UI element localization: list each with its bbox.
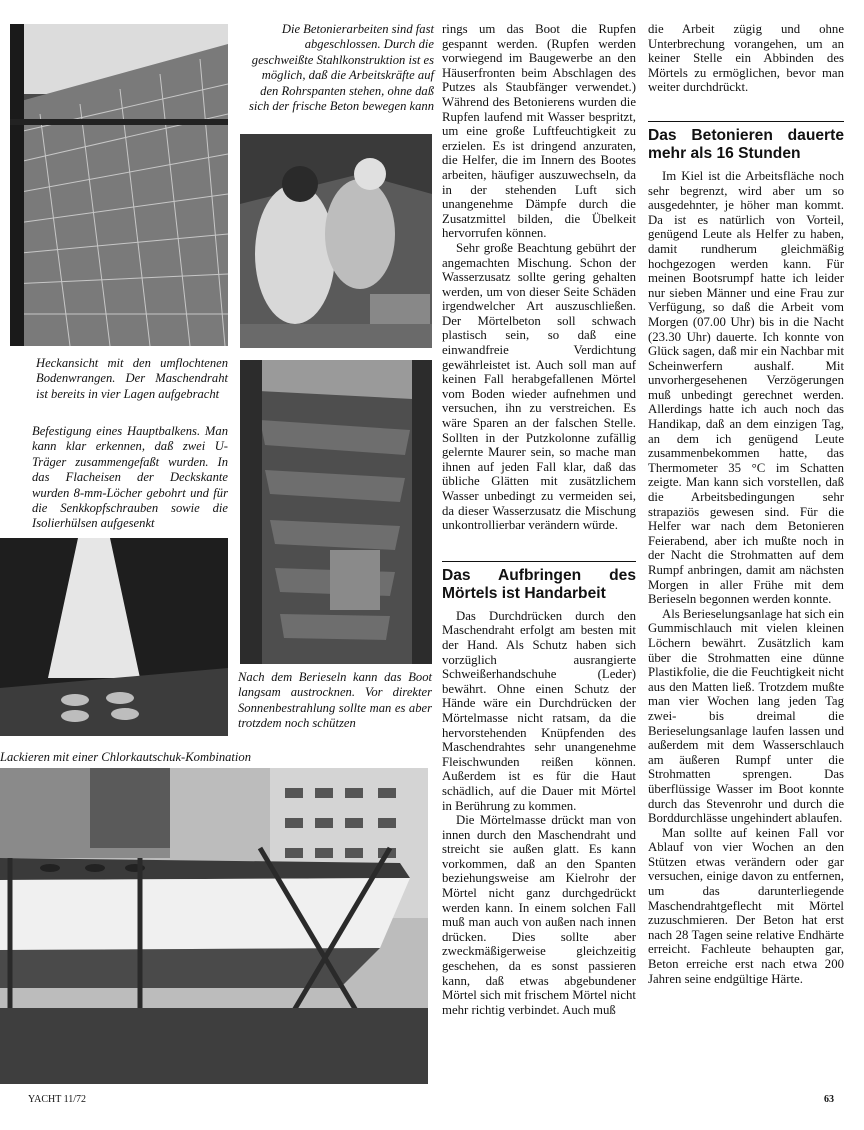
- photo-main-beam: [0, 538, 228, 736]
- footer-page-number: 63: [824, 1094, 834, 1105]
- column1-paragraph-2: Sehr große Beachtung gebührt der angemachten Mischung. Schon der Wasserzusatz sollte gering gehalten werden, um von dieser Seite Schäden irgendwelcher Art auszuschließen. Der Mörtelbeton soll schwach plastisch sein, so daß eine einwandfreie Verdichtung gewährleistet ist. Auch soll man auf keinen Fall herabgefallenen Mörtel vom Boden wieder aufnehmen und versuchen, ihn zu verstreichen. Es wäre Sparen an der falschen Stelle. Sollten in der Putzkolonne zufällig gelernte Maurer sein, so mache man ihnen auf jeden Fall klar, daß das übliche Glätten mit zusätzlichem Wasser unbedingt zu vermeiden sei, da dieser Wasserzusatz die Mischung unkontrollierbar verändern würde.: [442, 240, 636, 533]
- column1-paragraph-1: rings um das Boot die Rupfen gespannt werden. (Rupfen werden vorwiegend im Baugewerbe an den Häuserfronten beim Abschlagen des Putzes als Staubfänger verwendet.) Während des Betonierens wurden die Rupfen laufend mit Wasser bespritzt, um eine große Luftfeuchtigkeit zu erzielen. Es ist dringend anzuraten, die Helfer, die im Innern des Bootes arbeiten, häufiger auszuwechseln, da in der stehenden Luft sich unangenehme Dämpfe durch die Zusatzmittel bilden, die Übelkeit hervorrufen können.: [442, 22, 636, 241]
- caption-steel-structure: Die Betonierarbeiten sind fast abgeschlossen. Durch die geschweißte Stahlkonstruktion ist es möglich, daß die Arbeitskräfte auf den Rohrspanten stehen, ohne daß sich der frische Beton bewegen kann: [248, 22, 434, 114]
- column2-paragraph-1: Im Kiel ist die Arbeitsfläche noch sehr begrenzt, wird aber um so ausgedehnter, je höher man kommt. Da ist es natürlich von Vorteil, genügend Leute als Helfer zu haben, damit rundherum gleichmäßig hochgezogen werden kann. Für meinen Bootsrumpf hatte ich leider nur sieben Männer und eine Frau zur Verfügung, so daß die Arbeit vom Morgen (07.00 Uhr) bis in die Nacht (23.30 Uhr) dauerte. Ich konnte von Glück sagen, daß mir ein Nachbar mit Scheinwerfern aushalf. Mit unvorhergesehenen Verzögerungen muß unbedingt gerechnet werden. Allerdings hatte ich auch noch das Handikap, daß an dem einzigen Tag, an dem ich genügend Leute zusammenbekommen hatte, das Thermometer 35 °C im Schatten zeigte. Man kann sich vorstellen, daß die Arbeitsbedingungen sehr strapaziös gewesen sind. Für die Helfer war nach dem Betonieren Feierabend, aber ich mußte noch in der Nacht die Strohmatten auf dem Rumpf anbringen, damit am nächsten Morgen in aller Frühe mit dem Berieseln begonnen werden konnte.: [648, 168, 844, 607]
- photo-hull-interior: [240, 360, 432, 664]
- caption-stern-view: Heckansicht mit den umflochtenen Bodenwrangen. Der Maschendraht ist bereits in vier Lagen aufgebracht: [36, 356, 228, 401]
- column2-paragraph-2: Als Berieselungsanlage hat sich ein Gummischlauch mit vielen kleinen Löchern bewährt. Zusätzlich kam über die Strohmatten eine dünne Plastikfolie, die die Feuchtigkeit nicht aus den Matten ließ. Trotzdem mußte man vier Wochen lang jeden Tag zwei- bis dreimal die Berieselungsanlage laufen lassen und außerdem mit dem Wasserschlauch am äußeren Rumpf unter die Strohmatten sprengen. Das überflüssige Wasser im Boot konnte durch das Stevenrohr und durch die Borddurchlässe ungehindert ablaufen.: [648, 606, 844, 826]
- heading-betonieren: Das Betonieren dauerte mehr als 16 Stunden: [648, 121, 844, 163]
- footer-magazine: YACHT 11/72: [28, 1094, 87, 1105]
- photo-stern-mesh: [10, 24, 228, 346]
- text-column-1: [442, 22, 636, 1017]
- caption-drying: Nach dem Berieseln kann das Boot langsam austrocknen. Vor direkter Sonnenbestrahlung sollte man es aber trotzdem noch schützen: [238, 670, 432, 731]
- heading-handarbeit: Das Aufbringen des Mörtels ist Handarbeit: [442, 561, 636, 603]
- column1-paragraph-3: Das Durchdrücken durch den Maschendraht erfolgt am besten mit der Hand. Als Schutz haben sich vorzüglich ausrangierte Schweißerhandschuhe (Leder) bewährt. Ohne einen Schutz der Hände wäre ein Durchdrücken der Mörtelmasse nicht ratsam, da die hervorstehenden Knüpfenden des Maschendrahtes sehr unangenehme Fleischwunden reißen können. Außerdem ist es für die Haut schädlich, auf die Dauer mit Mörtel in Berührung zu kommen.: [442, 608, 636, 813]
- photo-workers-inside-hull: [240, 134, 432, 348]
- caption-beam-fixing: Befestigung eines Hauptbalkens. Man kann klar erkennen, daß zwei U-Träger zusammengefaßt wurden. In das Flacheisen der Deckskante wurden 8-mm-Löcher gebohrt und für die Senkkopfschrauben sowie die Isolierhülsen aufgesenkt: [32, 424, 228, 531]
- caption-varnish: Lackieren mit einer Chlorkautschuk-Kombination: [0, 750, 252, 764]
- photo-boat-lacquering: [0, 768, 428, 1084]
- column2-paragraph-3: Man sollte auf keinen Fall vor Ablauf von vier Wochen an den Stützen etwas verändern oder gar versuchen, einige davon zu entfernen, um das darunterliegende Maschendrahtgeflecht mit Mörtel zuzuschmieren. Der Beton hat erst nach 28 Tagen seine relative Endhärte erreicht. Fachleute behaupten gar, Beton erreiche erst nach etwa 200 Jahren seine endgültige Härte.: [648, 825, 844, 986]
- text-column-2: [648, 22, 844, 986]
- column2-paragraph-0: die Arbeit zügig und ohne Unterbrechung vorangehen, um an keiner Stelle ein Abbinden des Mörtels zu ermöglichen, bevor man weiter durchdrückt.: [648, 22, 844, 95]
- column1-paragraph-4: Die Mörtelmasse drückt man von innen durch den Maschendraht und streicht sie außen glatt. Es kann vorkommen, daß an den Spanten beziehungsweise am Kielrohr der Mörtel nicht ganz durchgedrückt werden kann. In einem solchen Fall muß man auch von außen nach innen drücken. Dies sollte aber zweckmäßigerweise gleichzeitig geschehen, da es sonst passieren kann, daß etwas abgebundener Mörtel sich mit frischem Mörtel nicht mehr richtig verbindet. Auch muß: [442, 813, 636, 1017]
